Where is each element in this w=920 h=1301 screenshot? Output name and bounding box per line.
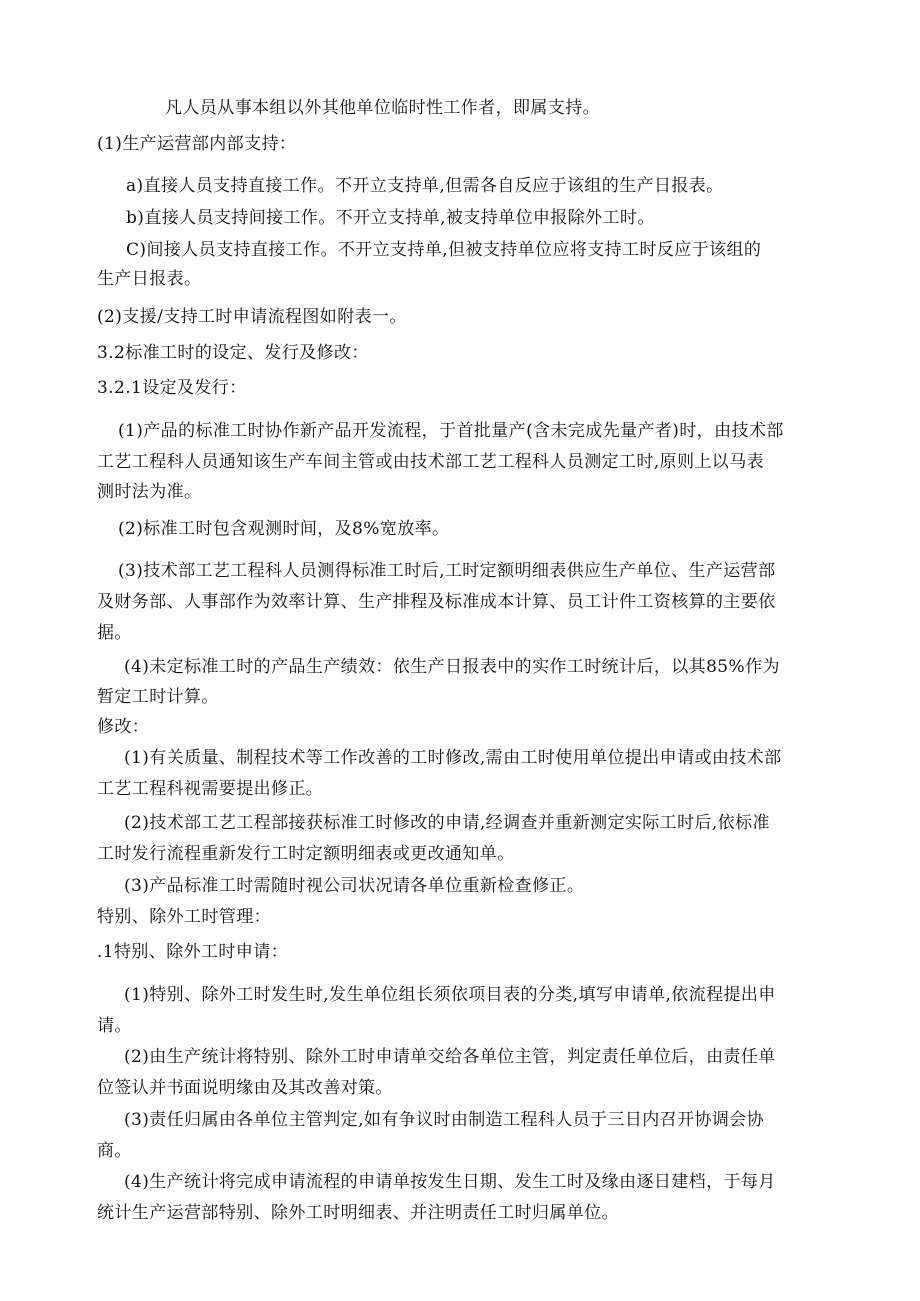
text-line: (1)产品的标准工时协作新产品开发流程，于首批量产(含未完成先量产者)时，由技术部 [118, 421, 784, 441]
text-line: (2)由生产统计将特别、除外工时申请单交给各单位主管，判定责任单位后，由责任单 [124, 1047, 776, 1067]
text-line: 3.2.1设定及发行： [97, 378, 247, 398]
text-line: a)直接人员支持直接工作。不开立支持单,但需各自反应于该组的生产日报表。 [126, 176, 724, 196]
text-line: 据。 [97, 623, 132, 643]
text-line: 工艺工程科视需要提出修正。 [97, 779, 324, 799]
text-line: (2)支援/支持工时申请流程图如附表一。 [97, 307, 407, 327]
text-line: b)直接人员支持间接工作。不开立支持单,被支持单位申报除外工时。 [126, 208, 655, 228]
text-line: C)间接人员支持直接工作。不开立支持单,但被支持单位应将支持工时反应于该组的 [126, 240, 762, 260]
text-line: 暂定工时计算。 [97, 687, 219, 707]
text-line: 工艺工程科人员通知该生产车间主管或由技术部工艺工程科人员测定工时,原则上以马表 [97, 452, 765, 472]
text-line: (1)生产运营部内部支持： [97, 134, 297, 154]
text-line: 特别、除外工时管理： [97, 907, 271, 927]
text-line: 测时法为准。 [97, 482, 202, 502]
text-line: 修改： [97, 717, 150, 737]
text-line: 请。 [97, 1016, 132, 1036]
text-line: 3.2标准工时的设定、发行及修改： [97, 343, 369, 363]
text-line: 工时发行流程重新发行工时定额明细表或更改通知单。 [97, 844, 515, 864]
text-line: (1)特别、除外工时发生时,发生单位组长须依项目表的分类,填写申请单,依流程提出申 [124, 985, 776, 1005]
text-line: 生产日报表。 [97, 269, 202, 289]
text-line: (3)责任归属由各单位主管判定,如有争议时由制造工程科人员于三日内召开协调会协 [124, 1110, 765, 1130]
text-line: 位签认并书面说明缘由及其改善对策。 [97, 1078, 393, 1098]
text-line: 商。 [97, 1141, 132, 1161]
text-line: 统计生产运营部特别、除外工时明细表、并注明责任工时归属单位。 [97, 1203, 619, 1223]
text-line: (3)产品标准工时需随时视公司状况请各单位重新检查修正。 [124, 876, 585, 896]
text-line: 及财务部、人事部作为效率计算、生产排程及标准成本计算、员工计件工资核算的主要依 [97, 592, 776, 612]
text-line: (1)有关质量、制程技术等工作改善的工时修改,需由工时使用单位提出申请或由技术部 [124, 748, 782, 768]
text-line: (2)技术部工艺工程部接获标准工时修改的申请,经调查并重新测定实际工时后,依标准 [124, 813, 770, 833]
text-line: .1特别、除外工时申请： [97, 942, 289, 962]
text-line: (3)技术部工艺工程科人员测得标准工时后,工时定额明细表供应生产单位、生产运营部 [118, 561, 776, 581]
text-line: (4)生产统计将完成申请流程的申请单按发生日期、发生工时及缘由逐日建档，于每月 [124, 1172, 776, 1192]
text-line: 凡人员从事本组以外其他单位临时性工作者，即属支持。 [165, 98, 600, 118]
text-line: (2)标准工时包含观测时间，及8%宽放率。 [118, 519, 450, 539]
text-line: (4)未定标准工时的产品生产绩效：依生产日报表中的实作工时统计后，以其85%作为 [124, 657, 780, 677]
